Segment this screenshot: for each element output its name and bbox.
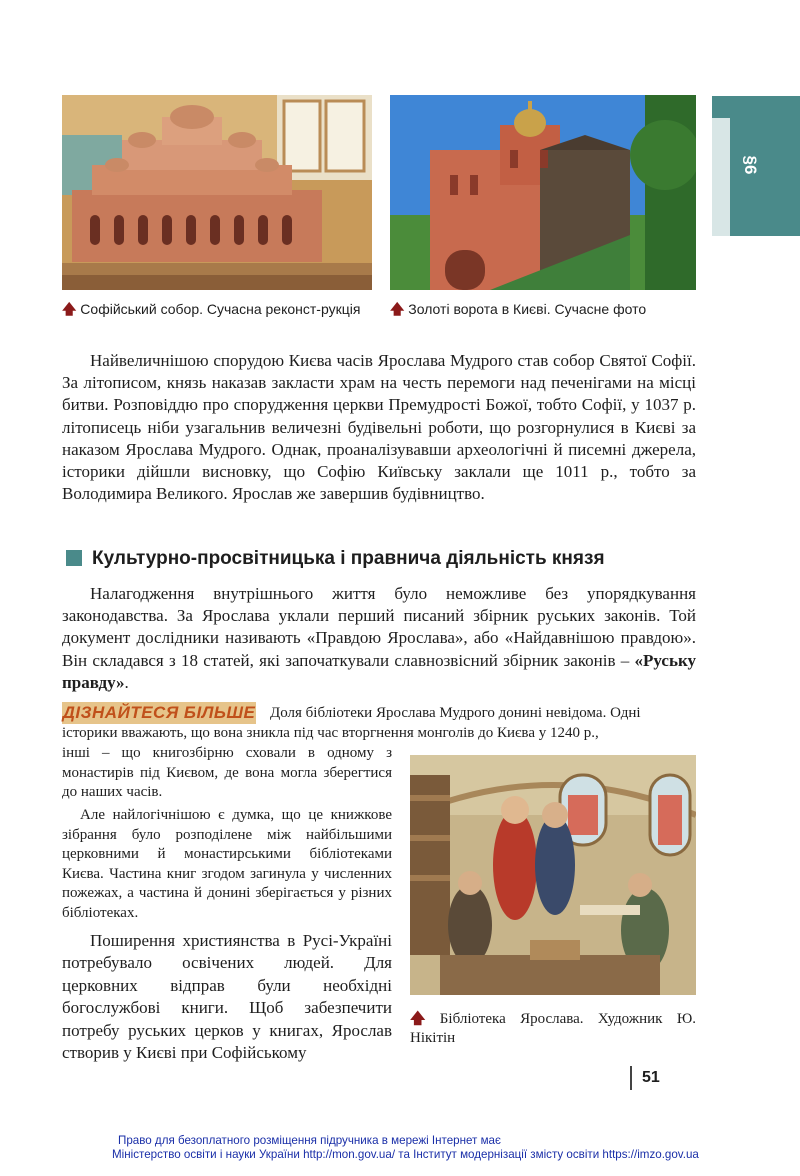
section-number-label: §6 — [741, 155, 760, 175]
learn-more-line-2: історики вважають, що вона зникла під час вторгнення монголів до Києва у 1240 р., — [62, 725, 599, 741]
painting-caption — [410, 1010, 696, 1048]
painting-caption-text: Бібліотека Ярослава. Художник Ю. Нікітін — [410, 1011, 696, 1046]
footer-line-2: Міністерство освіти і науки України http://mon.gov.ua/ та Інститут модернізації змісту освіти https://imzo.gov.ua — [112, 1148, 699, 1161]
page-number: 51 — [630, 1066, 702, 1090]
golden-gate-photo — [390, 95, 696, 290]
caption-arrow-icon: 🡅 — [410, 1011, 426, 1027]
license-footer — [112, 1134, 718, 1162]
yaroslav-library-painting — [410, 755, 696, 995]
learn-more-line-1: Доля бібліотеки Ярослава Мудрого донині невідома. Одні — [270, 705, 641, 721]
section-heading — [66, 546, 706, 572]
paragraph-law — [62, 583, 696, 694]
sofia-cathedral-model-photo — [62, 95, 372, 290]
section-heading-text: Культурно-просвітницька і правнича діяльність князя — [92, 548, 605, 569]
golden-gate-caption-text: Золоті ворота в Києві. Сучасне фото — [408, 301, 647, 317]
learn-more-badge: ДІЗНАЙТЕСЯ БІЛЬШЕ — [62, 703, 256, 722]
caption-arrow-icon: 🡅 — [62, 301, 77, 317]
side-tab-accent — [712, 118, 730, 236]
paragraph-christianity: Поширення християнства в Русі-Україні потребувало освічених людей. Для церковних відправ були необхідні богослужбові книги. Щоб забезпечити потребу руських церков у книгах, Ярослав створив у Києві при Софійському — [62, 931, 392, 1063]
russkaya-pravda-term: «Руську правду» — [62, 650, 696, 692]
cathedral-caption — [62, 300, 372, 319]
section-square-icon — [66, 550, 82, 566]
paragraph-sofia: Найвеличнішою спорудою Києва часів Ярослава Мудрого став собор Святої Софії. За літописом, князь наказав закласти храм на честь перемоги над печенігами на місці битви. Розповіддю про спорудження церкви Премудрості Божої, тобто Софії, у 1037 р. літописець ніби узагальнив величезні будівельні роботи, що розгорнулися в Києві за наказом Ярослава Мудрого. Однак, проаналізувавши археологічні й писемні джерела, історики дійшли висновку, що Софію Київську заклали ще 1011 р., тобто за Володимира Великого. Ярослав же завершив будівництво. — [62, 351, 696, 504]
learn-more-text: інші – що книгозбірню сховали в одному з монастирів під Києвом, де вона могла зберегтися до наших часів. — [62, 745, 392, 801]
caption-arrow-icon: 🡅 — [390, 301, 405, 317]
paragraph-law-end: . — [124, 672, 129, 692]
footer-line-1: Право для безоплатного розміщення підручника в мережі Інтернет має — [118, 1134, 501, 1147]
paragraph-law-text: Налагодження внутрішнього життя було неможливе без упорядкування законодавства. За Ярослава уклали перший писаний збірник руських законів. Той документ дослідники називають «Правдою Ярослава», або «Найдавнішою правдою». Він складався з 18 статей, які започаткували славнозвісний збірник законів – — [62, 584, 696, 670]
cathedral-caption-text: Софійський собор. Сучасна реконст-рукція — [80, 301, 361, 317]
golden-gate-caption — [390, 300, 696, 319]
learn-more-paragraph-2: Але найлогічнішою є думка, що це книжкове зібрання було розподілене між найбільшими церковними й монастирськими бібліотеками Києва. Частина книг згодом загинула у численних пожежах, а частина й донині зберігається у різних бібліотеках. — [62, 807, 392, 921]
